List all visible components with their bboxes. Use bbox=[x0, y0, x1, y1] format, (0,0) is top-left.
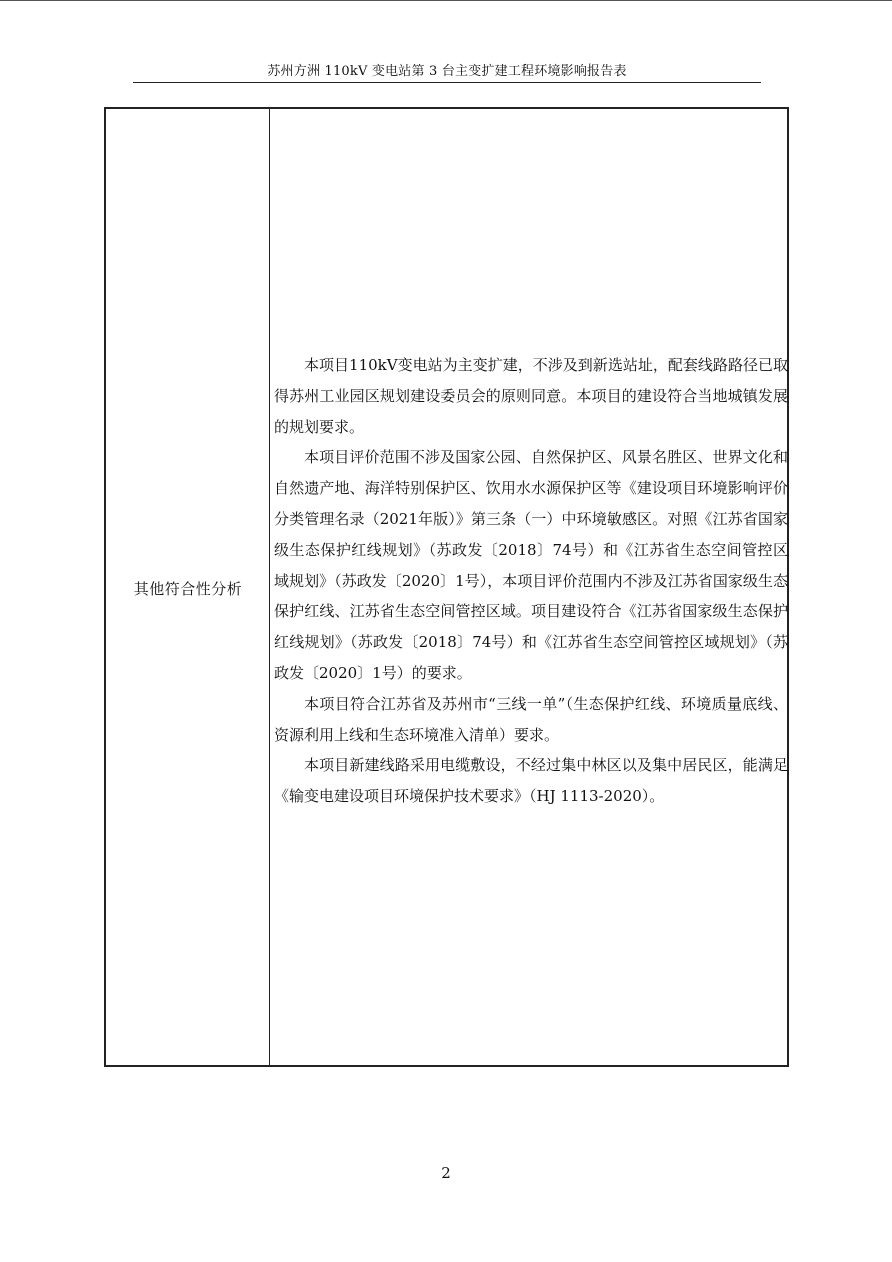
paragraph-planning: 本项目110kV变电站为主变扩建，不涉及到新选站址，配套线路路径已取得苏州工业园区规划建设委员会的原则同意。本项目的建设符合当地城镇发展的规划要求。 bbox=[274, 356, 788, 436]
row-label-cell bbox=[106, 109, 270, 1065]
paragraph-three-lines-one-list: 本项目符合江苏省及苏州市“三线一单”（生态保护红线、环境质量底线、资源利用上线和生态环境准入清单）要求。 bbox=[274, 694, 788, 744]
paragraph-ecological-redline: 本项目评价范围不涉及国家公园、自然保护区、风景名胜区、世界文化和自然遗产地、海洋特别保护区、饮用水水源保护区等《建设项目环境影响评价分类管理名录（2021年版）》第三条（一）中环境敏感区。对照《江苏省国家级生态保护红线规划》（苏政发〔2018〕74号）和《江苏省生态空间管控区域规划》（苏政发〔2020〕1号），本项目评价范围内不涉及江苏省国家级生态保护红线、江苏省生态空间管控区域。项目建设符合《江苏省国家级生态保护红线规划》（苏政发〔2018〕74号）和《江苏省生态空间管控区域规划》（苏政发〔2020〕1号）的要求。 bbox=[274, 448, 788, 682]
header-underline bbox=[133, 82, 761, 83]
paragraph-cable-line: 本项目新建线路采用电缆敷设，不经过集中林区以及集中居民区，能满足《输变电建设项目环境保护技术要求》（HJ 1113-2020）。 bbox=[274, 756, 788, 806]
page-number: 2 bbox=[441, 1164, 451, 1182]
row-content-cell bbox=[271, 109, 787, 1065]
row-label-other-compliance: 其他符合性分析 bbox=[133, 580, 243, 598]
document-header-title: 苏州方洲 110kV 变电站第 3 台主变扩建工程环境影响报告表 bbox=[267, 64, 627, 79]
analysis-text bbox=[274, 350, 788, 812]
report-form-table bbox=[104, 107, 789, 1067]
page-top-edge bbox=[0, 0, 892, 1]
